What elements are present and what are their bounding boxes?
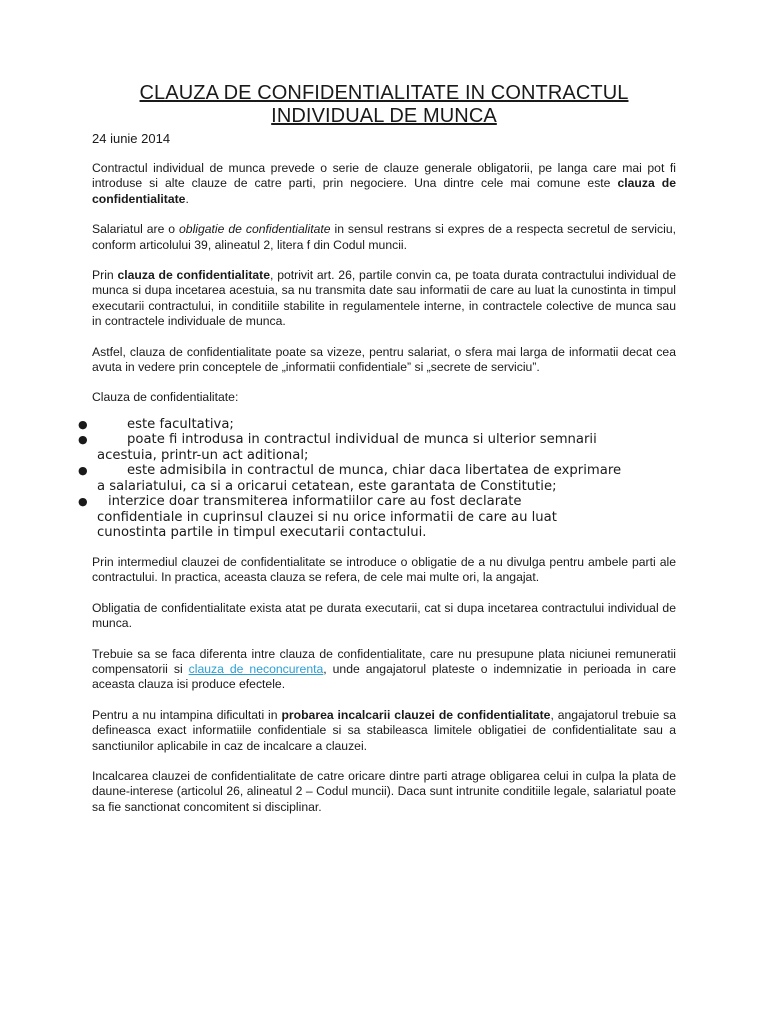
paragraph-intro xyxy=(92,161,676,207)
p3-bold: clauza de confidentialitate xyxy=(117,268,271,283)
list-item-text: poate fi introdusa in contractul individual de munca si ulterior semnarii xyxy=(127,432,597,448)
bullet-icon: ● xyxy=(78,417,88,431)
bullet-icon: ● xyxy=(78,495,88,509)
bullet-icon: ● xyxy=(78,433,88,447)
p2-end: in sensul restrans si expres de a respecta secretul de serviciu, conform articolului 39, alineatul 2, litera f din Codul muncii. xyxy=(92,222,676,252)
p2-italic: obligatie de confidentialitate xyxy=(179,222,331,237)
title-line-1: CLAUZA DE CONFIDENTIALITATE IN CONTRACTUL xyxy=(139,82,629,104)
list-item-text: interzice doar transmiterea informatiilor care au fost declarate xyxy=(108,494,522,510)
paragraph-obligation xyxy=(92,222,676,253)
p8-end: , unde angajatorul plateste o indemnizatie in perioada in care aceasta clauza isi produce efectele. xyxy=(92,661,676,692)
p1-bold: clauza de confidentialitate xyxy=(92,176,676,206)
title-line-2: INDIVIDUAL DE MUNCA xyxy=(271,105,497,127)
list-item xyxy=(78,417,676,433)
list-item xyxy=(78,432,676,463)
publish-date: 24 iunie 2014 xyxy=(92,131,171,146)
p8-text: Trebuie sa se faca diferenta intre clauza de confidentialitate, care nu presupune plata niciunei remuneratii compensatorii si xyxy=(92,646,676,676)
list-item-text: este facultativa; xyxy=(127,416,234,432)
p1-end: . xyxy=(185,191,189,206)
p2-text: Salariatul are o xyxy=(92,222,180,237)
bullet-icon: ● xyxy=(78,464,88,478)
paragraph-scope: Astfel, clauza de confidentialitate poate sa vizeze, pentru salariat, o sfera mai larga de informatii decat cea avuta in vedere prin conceptele de „informatii confidentiale” si „secrete de serviciu”. xyxy=(92,344,676,375)
list-item-text-cont: confidentiale in cuprinsul clauzei si nu orice informatii de care au luat xyxy=(97,509,557,525)
paragraph-difference xyxy=(92,647,676,693)
p9-bold: probarea incalcarii clauzei de confidentialitate xyxy=(281,707,551,722)
paragraph-definition xyxy=(92,268,676,330)
list-item-text-cont: cunostinta partile in timpul executarii contactului. xyxy=(97,525,427,541)
paragraph-duration: Obligatia de confidentialitate exista atat pe durata executarii, cat si dupa incetarea contractului individual de munca. xyxy=(92,600,676,631)
list-item-text-cont: a salariatului, ca si a oricarui cetatean, este garantata de Constitutie; xyxy=(97,478,557,494)
clause-list xyxy=(78,417,676,541)
list-item xyxy=(78,463,676,494)
list-item-text-cont: acestuia, printr-un act aditional; xyxy=(97,447,309,463)
p1-text: Contractul individual de munca prevede o serie de clauze generale obligatorii, pe langa care mai pot fi introduse si alte clauze de catre parti, prin negociere. Una dintre cele mai comune este xyxy=(92,161,676,191)
paragraph-mutual-obligation: Prin intermediul clauzei de confidentialitate se introduce o obligatie de a nu divulga pentru ambele parti ale contractului. In practica, aceasta clauza se refera, de cele mai multe ori, la angajat. xyxy=(92,554,676,585)
p3-text: Prin xyxy=(92,268,118,283)
paragraph-list-intro: Clauza de confidentialitate: xyxy=(92,390,239,405)
paragraph-proof xyxy=(92,708,676,754)
non-compete-clause-link[interactable]: clauza de neconcurenta xyxy=(188,661,324,676)
p9-text: Pentru a nu intampina dificultati in xyxy=(92,707,282,722)
p9-end: , angajatorul trebuie sa defineasca exact informatiile confidentiale si sa stabileasca limitele obligatiei de confidentialitate sau a sanctiunilor aplicabile in caz de incalcare a clauzei. xyxy=(92,707,677,753)
document-title xyxy=(92,82,676,128)
paragraph-breach: Incalcarea clauzei de confidentialitate de catre oricare dintre parti atrage obligarea celui in culpa la plata de daune-interese (articolul 26, alineatul 2 – Codul muncii). Daca sunt intrunite conditiile legale, salariatul poate sa fie sanctionat concomitent si disciplinar. xyxy=(92,768,676,814)
list-item xyxy=(78,494,676,541)
p3-end: , potrivit art. 26, partile convin ca, pe toata durata contractului individual de munca si dupa incetarea acestuia, sa nu transmita date sau informatii de care au luat la cunostinta in timpul executarii contractului, in conditiile stabilite in regulamentele interne, in contractele colective de munca sau in contractele individuale de munca. xyxy=(92,268,677,329)
list-item-text: este admisibila in contractul de munca, chiar daca libertatea de exprimare xyxy=(127,463,622,479)
